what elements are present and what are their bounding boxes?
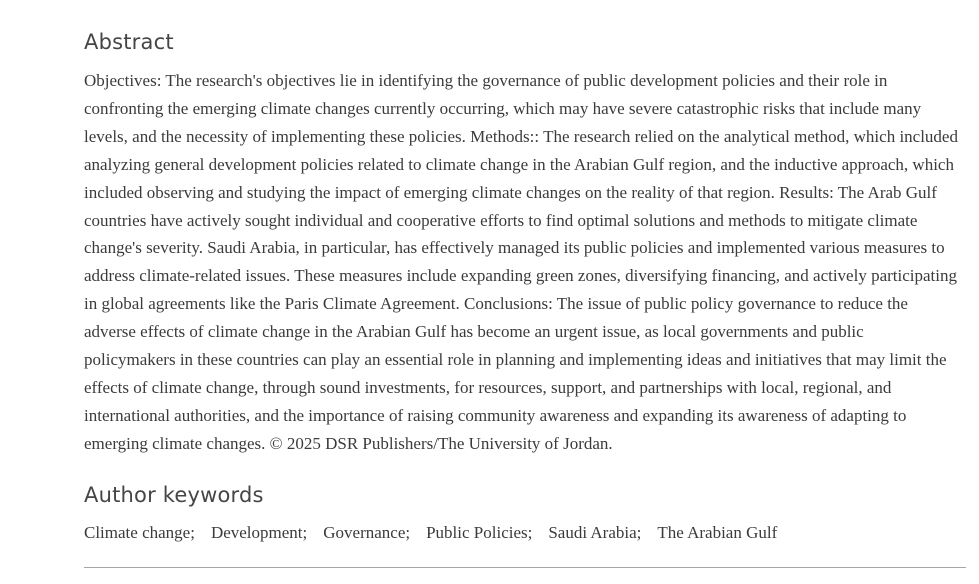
abstract-text: Objectives: The research's objectives lie in identifying the governance of public development policies and their role in confronting the emerging climate changes currently occurring, which may have severe catastrophic risks that include many levels, and the necessity of implementing these policies. Methods:: The research relied on the analytical method, which included analyzing general development policies related to climate change in the Arabian Gulf region, and the inductive approach, which included observing and studying the impact of emerging climate changes on the reality of that region. Results: The Arab Gulf countries have actively sought individual and cooperative efforts to find optimal solutions and methods to mitigate climate change's severity. Saudi Arabia, in particular, has effectively managed its public policies and implemented various measures to address climate-related issues. These measures include expanding green zones, diversifying financing, and actively participating in global agreements like the Paris Climate Agreement. Conclusions: The issue of public policy governance to reduce the adverse effects of climate change in the Arabian Gulf has become an urgent issue, as local governments and public policymakers in these countries can play an essential role in planning and implementing ideas and initiatives that may limit the effects of climate change, through sound investments, for resources, support, and partnerships with local, regional, and international authorities, and the importance of raising community awareness and expanding its awareness of adapting to emerging climate changes. © 2025 DSR Publishers/The University of Jordan. — [84, 71, 958, 453]
keyword-item: The Arabian Gulf — [657, 522, 778, 542]
keyword-item: Saudi Arabia; — [548, 522, 642, 542]
author-keywords-section — [84, 482, 966, 546]
keyword-item: Climate change; — [84, 522, 195, 542]
page-content — [84, 29, 966, 568]
author-keywords-heading: Author keywords — [84, 482, 264, 507]
abstract-heading: Abstract — [84, 30, 174, 54]
bottom-divider — [84, 567, 966, 568]
keyword-item: Development; — [210, 522, 308, 542]
keyword-item: Governance; — [323, 522, 411, 542]
keywords-list — [84, 520, 966, 546]
abstract-section — [84, 29, 966, 458]
keyword-item: Public Policies; — [426, 522, 533, 542]
